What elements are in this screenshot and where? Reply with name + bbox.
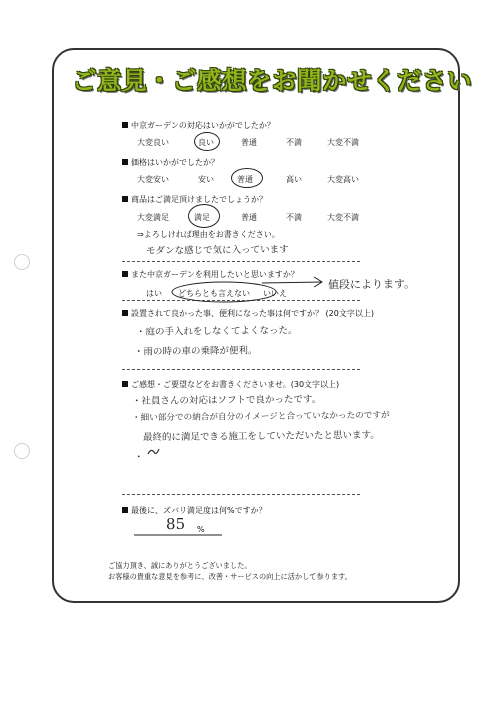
q4-option-1[interactable]: はい xyxy=(146,289,162,298)
page-title: ご意見・ご感想をお聞かせください xyxy=(72,66,472,95)
q2-option-5[interactable]: 大変高い xyxy=(327,175,359,184)
q4-note-handwriting: 値段によります。 xyxy=(327,277,416,292)
q5-answer-2: ・雨の時の車の乗降が便利。 xyxy=(133,345,258,358)
q6-answer-2: ・細い部分での納合が自分のイメージと合っていなかったのですが xyxy=(131,410,390,424)
question-1-label: 中京ガーデンの対応はいかがでしたか？ xyxy=(131,121,275,130)
q5-answer-1: ・庭の手入れをしなくてよくなった。 xyxy=(135,325,298,338)
q3-reason-handwriting: モダンな感じで気に入っています xyxy=(145,244,289,257)
question-6-label: ご感想・ご要望などをお書きくださいませ。(30文字以上) xyxy=(131,380,340,389)
q3-option-5[interactable]: 大変不満 xyxy=(327,213,359,222)
q2-option-3[interactable]: 普通 xyxy=(237,175,253,184)
q1-option-5[interactable]: 大変不満 xyxy=(327,138,359,147)
footer-line-2: お客様の貴重な意見を参考に、改善・サービスの向上に活かして参ります。 xyxy=(108,572,352,581)
q4-option-2[interactable]: どちらとも言えない xyxy=(178,289,250,298)
question-7-label: 最後に、ズバリ満足度は何%ですか？ xyxy=(131,506,267,515)
question-2-label: 価格はいかがでしたか？ xyxy=(131,158,219,167)
q6-answer-3: 最終的に満足できる施工をしていただいたと思います。 xyxy=(142,429,380,444)
q3-option-3[interactable]: 普通 xyxy=(241,213,257,222)
q1-option-4[interactable]: 不満 xyxy=(286,138,302,147)
q6-answer-4: ・ xyxy=(133,451,144,464)
q4-option-3[interactable]: いいえ xyxy=(263,289,287,298)
q1-option-1[interactable]: 大変良い xyxy=(137,138,169,147)
question-3-label: 商品はご満足頂けましたでしょうか？ xyxy=(131,195,267,204)
q3-option-2[interactable]: 満足 xyxy=(194,213,210,222)
q2-option-2[interactable]: 安い xyxy=(198,175,214,184)
q2-option-1[interactable]: 大変安い xyxy=(137,175,169,184)
q2-option-4[interactable]: 高い xyxy=(286,175,302,184)
q3-option-1[interactable]: 大変満足 xyxy=(137,213,169,222)
q1-option-3[interactable]: 普通 xyxy=(241,138,257,147)
question-4-label: また中京ガーデンを利用したいと思いますか？ xyxy=(131,270,299,279)
q4-pointer-line xyxy=(262,282,322,283)
q6-scribble-mark xyxy=(148,449,159,454)
q7-value-handwriting: 85 xyxy=(165,514,186,534)
q3-reason-prompt: ⇒よろしければ理由をお書きください。 xyxy=(137,230,280,239)
footer-line-1: ご協力頂き、誠にありがとうございました。 xyxy=(108,561,252,570)
question-5-label: 設置されて良かった事、便利になった事は何ですか？ (20文字以上) xyxy=(131,309,374,318)
q1-option-2[interactable]: 良い xyxy=(198,138,214,147)
q3-option-4[interactable]: 不満 xyxy=(286,213,302,222)
q6-answer-1: ・社員さんの対応はソフトで良かったです。 xyxy=(131,394,322,407)
q4-selection-circle xyxy=(172,282,276,302)
q7-unit: % xyxy=(197,525,205,534)
